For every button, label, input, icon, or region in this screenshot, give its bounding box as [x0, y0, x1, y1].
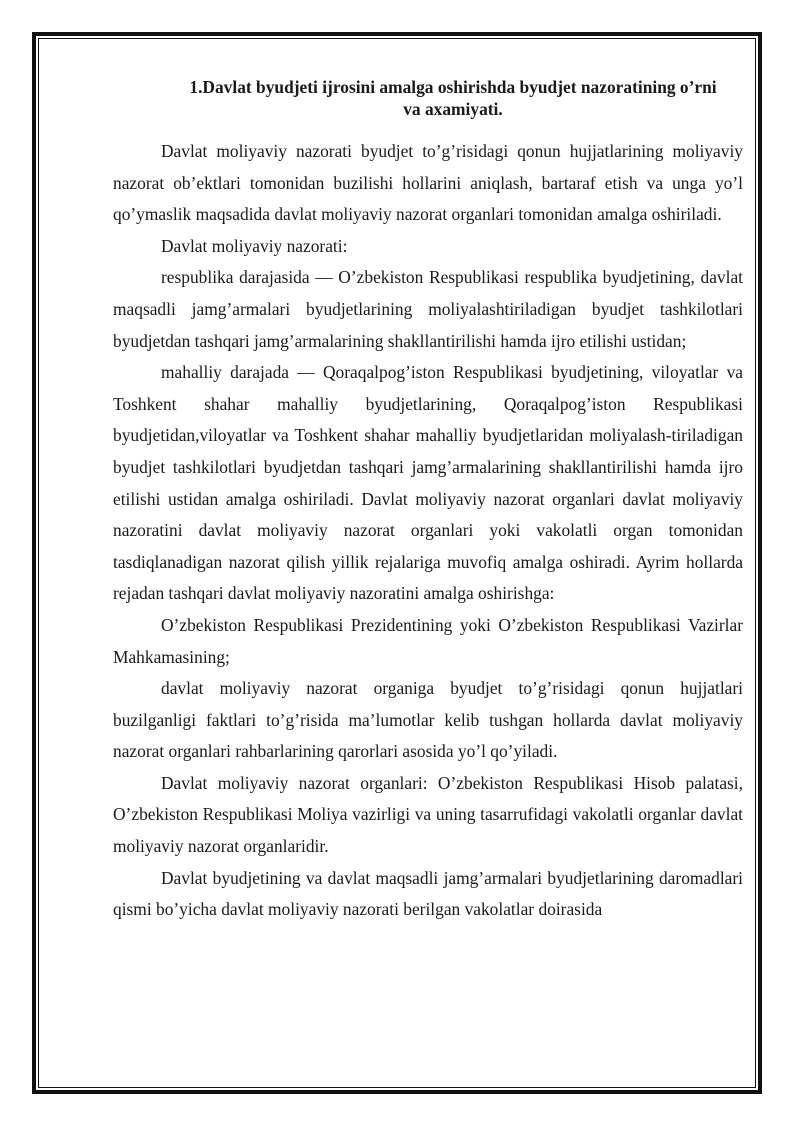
document-content — [113, 72, 743, 926]
paragraph-3: respublika darajasida — O’zbekiston Respublikasi respublika byudjetining, davlat maqsadli jamg’armalari byudjetlarining moliyalashtiriladigan byudjet tashkilotlari byudjetdan tashqari jamg’armalarining shakllantirilishi hamda ijro etilishi ustidan; — [113, 267, 743, 351]
paragraph-4: mahalliy darajada — Qoraqalpog’iston Respublikasi byudjetining, viloyatlar va Toshkent shahar mahalliy byudjetlarining, Qoraqalpog’iston Respublikasi byudjetidan,viloyatlar va Toshkent shahar mahalliy byudjetlaridan moliyalash-tiriladigan byudjet tashkilotlari byudjetdan tashqari jamg’armalarining shakllantirilishi hamda ijro etilishi ustidan amalga oshiriladi. Davlat moliyaviy nazorat organlari davlat moliyaviy nazoratini davlat moliyaviy nazorat organlari yoki vakolatli organ tomonidan tasdiqlanadigan nazorat qilish yillik rejalariga muvofiq amalga oshiradi. Ayrim hollarda rejadan tashqari davlat moliyaviy nazoratini amalga oshirishga: — [113, 362, 743, 604]
paragraph-1: Davlat moliyaviy nazorati byudjet to’g’risidagi qonun hujjatlarining moliyaviy nazorat ob’ektlari tomonidan buzilishi hollarini aniqlash, bartaraf etish va unga yo’l qo’ymaslik maqsadida davlat moliyaviy nazorat organlari tomonidan amalga oshiriladi. — [113, 141, 743, 225]
title-line-1: 1.Davlat byudjeti ijrosini amalga oshirishda byudjet nazoratining o’rni — [189, 77, 717, 97]
paragraph-8: Davlat byudjetining va davlat maqsadli jamg’armalari byudjetlarining daromadlari qismi bo’yicha davlat moliyaviy nazorati berilgan vakolatlar doirasida — [113, 867, 743, 920]
title-line-2: va axamiyati. — [403, 99, 503, 119]
paragraph-5: O’zbekiston Respublikasi Prezidentining yoki O’zbekiston Respublikasi Vazirlar Mahkamasining; — [113, 614, 743, 667]
document-body — [113, 136, 743, 926]
paragraph-2: Davlat moliyaviy nazorati: — [161, 235, 348, 256]
paragraph-7: Davlat moliyaviy nazorat organlari: O’zbekiston Respublikasi Hisob palatasi, O’zbekiston Respublikasi Moliya vazirligi va uning tasarrufidagi vakolatli organlar davlat moliyaviy nazorat organlaridir. — [113, 772, 743, 857]
document-title — [163, 76, 743, 120]
paragraph-6: davlat moliyaviy nazorat organiga byudjet to’g’risidagi qonun hujjatlari buzilganligi faktlari to’g’risida ma’lumotlar kelib tushgan hollarda davlat moliyaviy nazorat organlari rahbarlarining qarorlari asosida yo’l qo’yiladi. — [113, 678, 743, 762]
